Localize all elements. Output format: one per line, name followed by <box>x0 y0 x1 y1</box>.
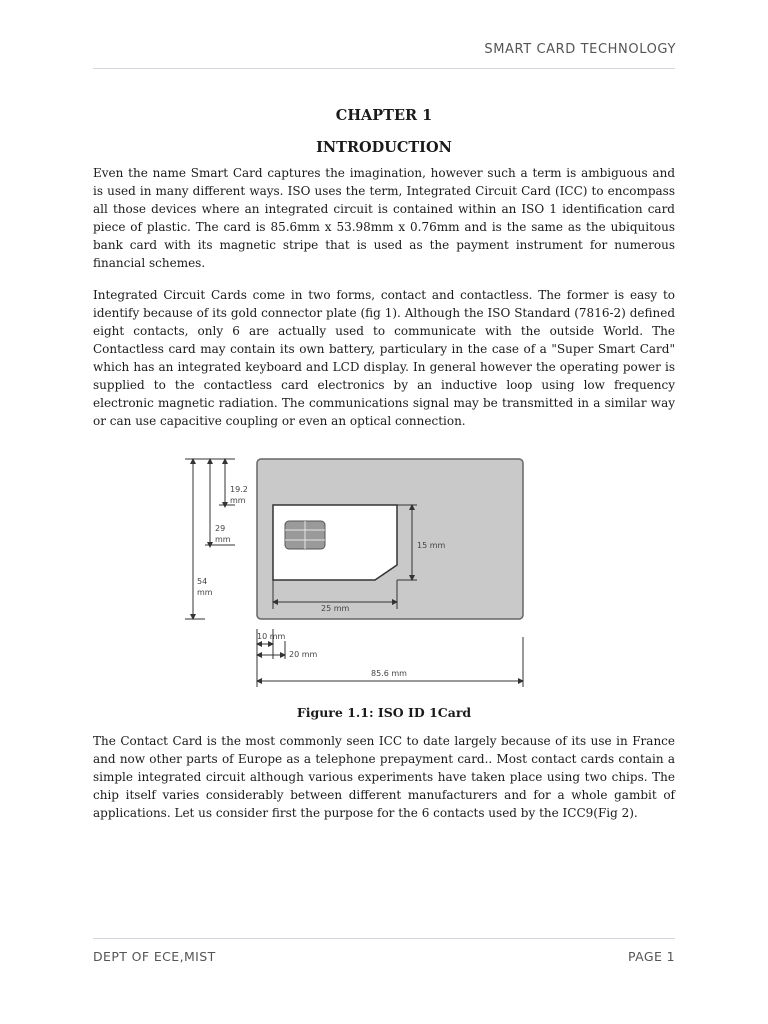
iso-card-diagram <box>185 447 535 697</box>
label-25: 25 mm <box>321 604 350 613</box>
paragraph-contact-card: The Contact Card is the most commonly seen ICC to date largely because of its use in France and now other parts of Europe as a telephone prepayment card.. Most contact cards contain a simple integrated circuit although various experiments have taken place using two chips. The chip itself varies considerably between different manufacturers and for a whole gambit of applications. Let us consider first the purpose for the 6 contacts used by the ICC9(Fig 2). <box>93 734 675 820</box>
footer-department: DEPT OF ECE,MIST <box>93 949 216 964</box>
figure-caption: Figure 1.1: ISO ID 1Card <box>296 705 472 720</box>
label-85-6: 85.6 mm <box>371 669 407 678</box>
chip-icon <box>285 521 325 549</box>
label-20: 20 mm <box>289 650 318 659</box>
label-54-unit: mm <box>197 588 213 597</box>
iso-card-figure <box>185 447 535 697</box>
footer-divider <box>93 938 675 939</box>
header-divider <box>93 68 675 69</box>
label-54: 54 <box>197 577 208 586</box>
page-number: PAGE 1 <box>628 949 675 964</box>
paragraph-card-forms: Integrated Circuit Cards come in two forms, contact and contactless. The former is easy to identify because of its gold connector plate (fig 1). Although the ISO Standard (7816-2) defined eight contacts, only 6 are actually used to communicate with the outside World. The Contactless card may contain its own battery, particulary in the case of a "Super Smart Card" which has an integrated keyboard and LCD display. In general however the operating power is supplied to the contactless card electronics by an inductive loop using low frequency electronic magnetic radiation. The communications signal may be transmitted in a similar way or can use capacitive coupling or even an optical connection. <box>93 288 675 428</box>
paragraph-intro: Even the name Smart Card captures the imagination, however such a term is ambiguous and is used in many different ways. ISO uses the term, Integrated Circuit Card (ICC) to encompass all those devices where an integrated circuit is contained within an ISO 1 identification card piece of plastic. The card is 85.6mm x 53.98mm x 0.76mm and is the same as the ubiquitous bank card with its magnetic stripe that is used as the payment instrument for numerous financial schemes. <box>93 166 675 270</box>
chapter-title: INTRODUCTION <box>316 139 452 156</box>
label-19-2-unit: mm <box>230 496 246 505</box>
label-29: 29 <box>215 524 226 533</box>
label-10: 10 mm <box>257 632 286 641</box>
label-15: 15 mm <box>417 541 446 550</box>
chapter-number: CHAPTER 1 <box>335 107 433 124</box>
label-19-2: 19.2 <box>230 485 248 494</box>
running-header: SMART CARD TECHNOLOGY <box>484 42 676 57</box>
label-29-unit: mm <box>215 535 231 544</box>
